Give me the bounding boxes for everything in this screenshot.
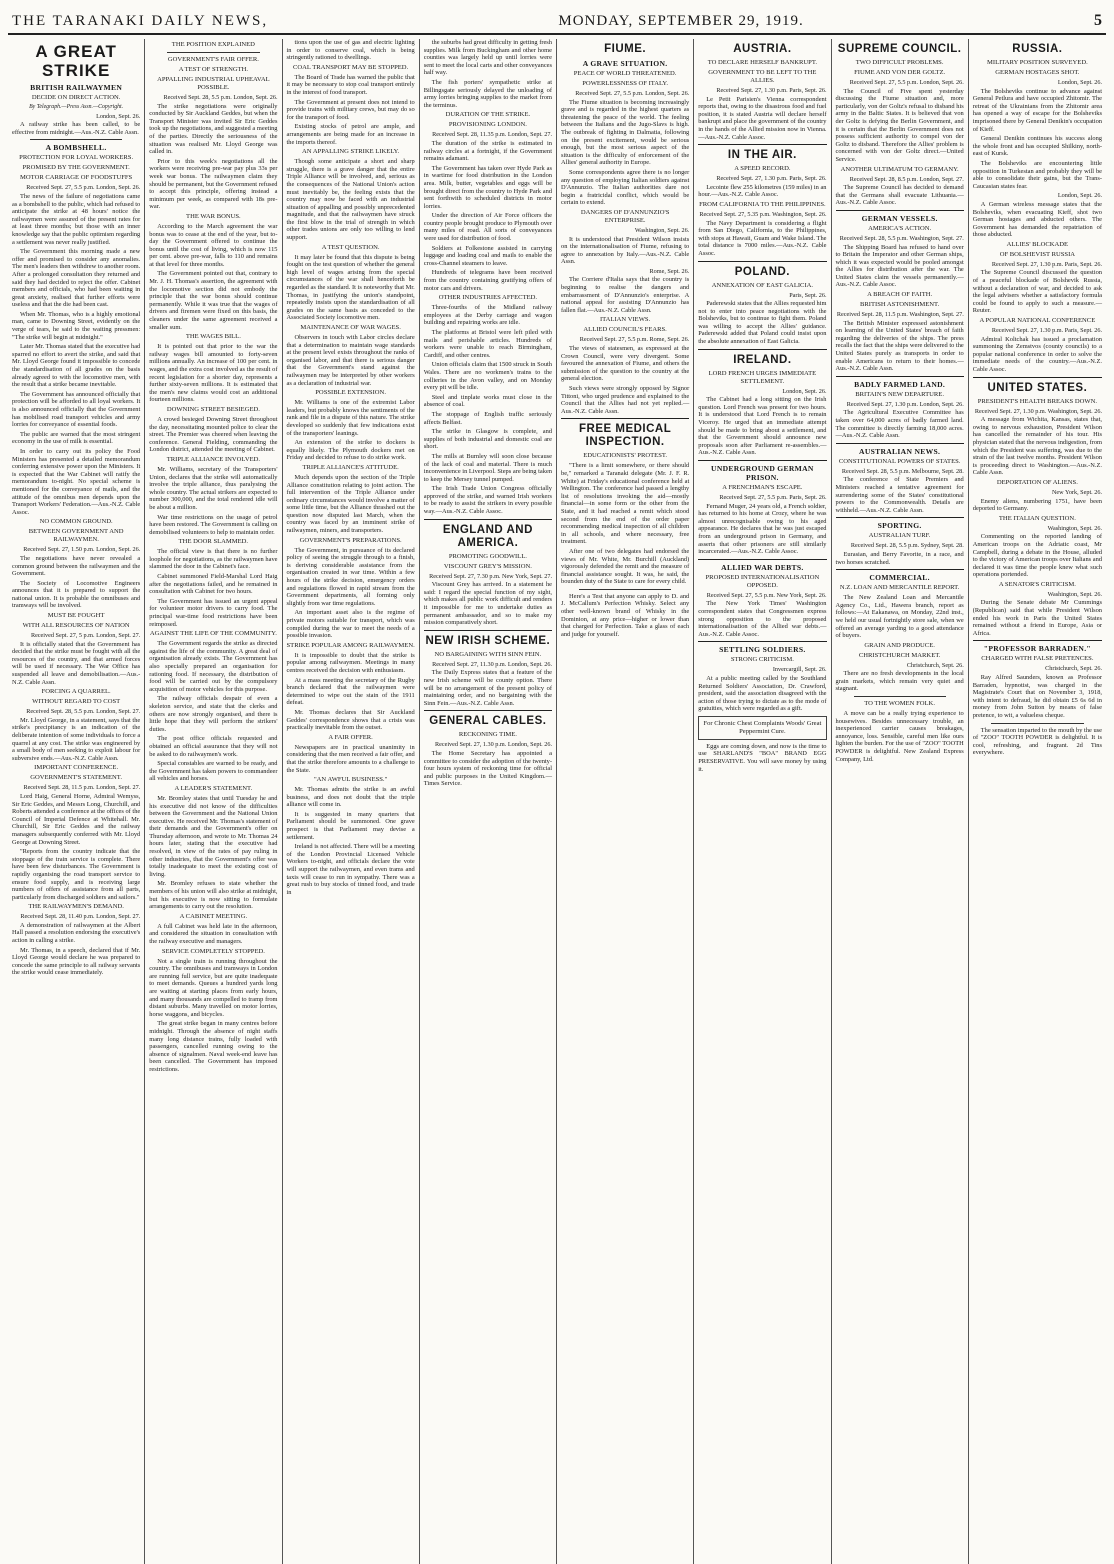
subhead: OF BOLSHEVIST RUSSIA bbox=[999, 250, 1076, 258]
divider bbox=[698, 460, 826, 461]
paragraph: There are no fresh developments in the local grain markets, which remain very quiet and stagnant. bbox=[835, 670, 964, 693]
dateline: London, Sept. 26. bbox=[782, 387, 827, 395]
dateline: Received Sept. 27, 7.30 p.m. New York, Sept. 27. bbox=[429, 572, 552, 580]
paragraph: The Shipping Board has refused to hand over to Britain the Imperator and other German ships, which it was expected would be pooled amongst the Allies for distribution after the war. The United States claim the vessels permanently.—Aus.-N.Z. Cable Assoc. bbox=[835, 243, 964, 289]
paragraph: A German wireless message states that the Bolsheviks, when evacuating Kieff, shot two German hostages and abducted others. The Government has demanded the repatriation of those abducted. bbox=[972, 200, 1102, 239]
paragraph: The Government regards the strike as directed against the life of the community. A great deal of organisation already exists. The Government has also specially prepared an organisation for rationing food. If necessary, the distribution of food will be carried out by the compulsory acquisition of motor vehicles for this purpose. bbox=[149, 640, 278, 693]
headline-medical-inspection: FREE MEDICAL INSPECTION. bbox=[579, 423, 672, 449]
subhead: THE WAR BONUS. bbox=[186, 212, 241, 220]
paragraph: The Board of Trade has warned the public that it may be necessary to stop coal transport entirely in the interest of food transport. bbox=[286, 73, 415, 96]
paragraph: The great strike began in many centres before midnight. Through the absence of night staffs many long distance trains, fully loaded with passengers, cancelled running owing to the absence of signalmen. Naval week-end leave has been cancelled. The Government has imposed restrictions. bbox=[149, 1020, 278, 1073]
subhead: AUSTRALIAN NEWS. bbox=[859, 446, 941, 456]
masthead bbox=[8, 8, 1106, 35]
paragraph: After one of two delegates had endorsed the views of Mr. White, Mr. Burchill (Auckland) vigorously defended the remit and the measure of financial assistance sought. It was, he said, the bounden duty of the State to care for every child. bbox=[561, 547, 690, 586]
subhead: WITHOUT REGARD TO COST bbox=[32, 698, 121, 706]
subhead: ALLIES' BLOCKADE bbox=[1006, 240, 1069, 248]
subhead: AN APPALLING STRIKE LIKELY. bbox=[302, 148, 400, 156]
paragraph: An important asset also is the regime of private motors suitable for transport, which was compiled during the war to meet the needs of a possible invasion. bbox=[286, 609, 415, 640]
subhead: A FRENCHMAN'S ESCAPE. bbox=[722, 484, 803, 491]
divider bbox=[973, 377, 1102, 378]
divider bbox=[30, 139, 122, 140]
subhead: APPALLING INDUSTRIAL UPHEAVAL POSSIBLE. bbox=[157, 76, 270, 91]
subhead: THE ITALIAN QUESTION. bbox=[998, 514, 1076, 522]
paragraph: The duration of the strike is estimated in railway circles at a fortnight, if the Government remains adamant. bbox=[423, 139, 552, 163]
subhead: THE RAILWAYMEN'S DEMAND. bbox=[28, 903, 124, 911]
paragraph: The Government, in pursuance of its declared policy of seeing the struggle through to a finish, is deriving considerable assistance from the organisation created in war time. Within a few hours of the strike decision, emergency orders and regulations flowed in rapid stream from the Government departments, all forming only slightly from war time regulations. bbox=[286, 546, 415, 607]
paragraph: General Denikin continues his success along the whole front and has occupied Shilkiny, north-east of Kursk. bbox=[972, 135, 1102, 158]
divider bbox=[973, 640, 1102, 641]
paragraph: According to the March agreement the war bonus was to cease at the end of the year, but to-day the Government offered to continue the bonus until the cost of living, which is now 115 per cent. above pre-war, falls to 110 and remains at that level for three months. bbox=[149, 222, 278, 268]
column-4 bbox=[420, 39, 557, 1564]
dateline: Received Sept. 28, 11.5 p.m. London, Sept. 27. bbox=[23, 784, 141, 792]
subhead: PRESIDENT'S HEALTH BREAKS DOWN. bbox=[977, 397, 1098, 405]
newspaper-title: THE TARANAKI DAILY NEWS, bbox=[12, 13, 269, 29]
paragraph: Hundreds of telegrams have been received from the country containing gratifying offers of motor cars and drivers. bbox=[423, 269, 552, 292]
subhead: MILITARY POSITION SURVEYED. bbox=[987, 59, 1088, 66]
paragraph: Three-fourths of the Midland railway employees at the Derby carriage and wagon building and repairing works are idle. bbox=[423, 304, 552, 327]
paragraph: The Government at present does not intend to provide trains with military crews, but may do so for the transport of food. bbox=[286, 98, 415, 121]
paragraph: Mr. Williams, secretary of the Transporters' Union, declares that the strike will automatically involve the triple alliance, thus paralysing the whole country. The actual strikers are expected to number 300,000, and the total rendered idle will be about a million. bbox=[149, 465, 278, 511]
subhead: STRONG CRITICISM. bbox=[730, 656, 794, 664]
dateline: Received Sept. 27, 5 p.m. London, Sept. 27. bbox=[30, 632, 141, 640]
paragraph: Mr. Thomas declares that Sir Auckland Geddes' correspondence shows that a crisis was practically inevitable from the outset. bbox=[286, 708, 415, 732]
headline-austria: AUSTRIA. bbox=[733, 43, 792, 55]
paragraph: A message from Wichita, Kansas, states that, owing to nervous exhaustion, President Wilson has cancelled the remainder of his tour. His physician stated that the nervous indigestion, from which the President was suffering, was due to the strain of the last twelve months. President Wilson is proceeding direct to Washington.—Aus.-N.Z. Cable Assn. bbox=[972, 416, 1102, 477]
subhead: UNDERGROUND GERMAN PRISON. bbox=[711, 464, 814, 482]
subhead: GOVERNMENT'S FAIR OFFER. bbox=[167, 56, 259, 63]
headline-in-the-air: IN THE AIR. bbox=[727, 149, 797, 162]
subhead: DURATION OF THE STRIKE. bbox=[445, 111, 531, 119]
paragraph: Lord Haig, General Horne, Admiral Wemyss, Sir Eric Geddes, and Messrs Long, Churchill, and Roberts attended a conference at the offices of the Council of Imperial Defence at Whitehall. Mr. Churchill, Sir Eric Geddes and the railway managers subsequently conferred with Mr. Lloyd George at Downing Street. bbox=[12, 792, 141, 846]
paragraph: Ireland is not affected. There will be a meeting of the London Provincial Licensed Vehicle Workers to-night, and officials declare the vote will support the railwaymen, and even trams and taxis will cease to run in sympathy. There was a great rush to buy stocks of tinned food, and trade in bbox=[286, 843, 415, 896]
dateline: Received Sept. 27, 1.30 p.m. Washington, Sept. 26. bbox=[974, 407, 1102, 415]
paragraph: the suburbs had great difficulty in getting fresh supplies. Milk from Buckingham and other home counties was largely held up until lorries were sent to meet the local carts and other conveyances half way. bbox=[423, 39, 552, 77]
paragraph: The Fiume situation is becoming increasingly grave and is regarded in the highest quarters as threatening the peace of the world. The feeling between the Italians and the Jugo-Slavs is high. The outbreak of fighting in Dalmatia, following on the present excitement, would be serious enough, but the most serious aspect of the situation is the difficulty of enforcement of the Allies' general authority in Europe. bbox=[561, 98, 690, 167]
divider bbox=[698, 641, 826, 642]
paragraph: Union officials claim that 1500 struck in South Wales. There are no workmen's trains to the collieries in the Avon valley, and on Monday every pit will be idle. bbox=[423, 361, 552, 392]
subhead: A BREACH OF FAITH. bbox=[867, 291, 933, 299]
dateline: Christchurch, Sept. 26. bbox=[1045, 665, 1102, 673]
dateline: Received Sept. 27, 1.50 p.m. London, Sept. 26. bbox=[23, 546, 141, 554]
divider bbox=[698, 261, 826, 262]
divider bbox=[698, 349, 826, 350]
subhead: A SENATOR'S CRITICISM. bbox=[998, 580, 1076, 588]
paragraph: The Irish Trade Union Congress officially approved of the strike, and warned Irish workers to be ready to assist the strikers in every possible way.—Aus.-N.Z. Cable Assoc. bbox=[423, 485, 552, 516]
dateline: Received Sept. 27, 5.5 p.m. Paris, Sept. 26. bbox=[719, 494, 827, 501]
paragraph: The mills at Burnley will soon close because of the lack of coal and material. There is much inconvenience in Liverpool. Steps are being taken to keep the Mersey tunnel pumped. bbox=[423, 452, 552, 483]
subhead: MUST BE FOUGHT bbox=[47, 612, 105, 620]
subhead: THE DOOR SLAMMED. bbox=[178, 538, 249, 546]
paragraph: The Government has taken over Hyde Park as in wartime for food distribution in the London area. Milk, butter, vegetables and eggs will be brought direct from the country to Hyde Park and sent forthwith to scheduled districts in motor lorries. bbox=[423, 164, 552, 210]
subhead: GERMAN VESSELS. bbox=[861, 213, 938, 223]
advertisement-text: Here's a Test that anyone can apply to D. and J. McCallum's Perfection Whisky. Select any other well-known brand of Whisky in the Dominion, at any price—higher or lower than that charged for Perfection. Take a glass of each and judge for yourself. bbox=[561, 592, 690, 638]
subhead: OTHER INDUSTRIES AFFECTED. bbox=[438, 294, 538, 302]
paragraph: Eurasian, and Berry Favorite, in a race, and two horses scratched. bbox=[835, 550, 964, 566]
subhead: GOVERNMENT TO BE LEFT TO THE ALLIES. bbox=[708, 69, 817, 84]
paragraph: It is suggested in many quarters that Parliament should be summoned. One grave prospect is that Parliament may devise a settlement. bbox=[286, 810, 415, 841]
paragraph: It may later be found that this dispute is being fought on the test question of whether the general high level of wages arising from the special circumstances of the war shall henceforth be regarded as the standard. It is noteworthy that Mr. Thomas, in justifying the union's standpoint, repeatedly insists upon the standardisation of all grades on the same basis as conceded to the Associated Society locomotive men. bbox=[286, 253, 415, 322]
paragraph: The strike negotiations were originally conducted by Sir Auckland Geddes, but when the Transport Minister was invited Sir Eric Geddes took up the negotiations, and suggested a meeting of the parties. Directly the seriousness of the situation was realised Mr. Lloyd George was called in. bbox=[149, 102, 278, 156]
dateline: Washington, Sept. 26. bbox=[634, 226, 690, 234]
subhead: MOTOR CARRIAGE OF FOODSTUFFS bbox=[20, 174, 133, 182]
dateline: Christchurch, Sept. 26. bbox=[906, 661, 964, 669]
paragraph: The Bolsheviks are encountering little opposition in Turkestan and probably they will be able to consolidate their gains, but the Trans-Caucasian states fear. bbox=[972, 159, 1102, 190]
dateline: Received Sept. 27, 5.5 p.m. New York, Sept. 26. bbox=[706, 591, 827, 599]
paragraph: Steel and tinplate works must close in the absence of coal. bbox=[423, 393, 552, 409]
paragraph: Le Petit Parisien's Vienna correspondent reports that, owing to the disastrous food and fuel position, it is stated Austria will declare herself bankrupt and place the government of the country in the hands of the Allied mission now in Vienna.—Aus.-N.Z. Cable Assoc. bbox=[698, 95, 827, 141]
dateline: Received Sept. 27, 5.5 p.m. London, Sept. 26. bbox=[575, 90, 690, 97]
subhead: BETWEEN GOVERNMENT AND RAILWAYMEN. bbox=[28, 528, 124, 544]
paragraph: The Cabinet had a long sitting on the Irish question. Lord French was present for two hours. It is understood that Lord French is to remain Viceroy. He urged that an immediate attempt should be made to bring about a settlement, and that the Government should announce new proposals soon after Parliament re-assembles.—Aus.-N.Z. Cable Assn. bbox=[698, 396, 827, 457]
paragraph: Paderewski states that the Allies requested him not to enter into peace negotiations with the Bolsheviks, but to continue to fight them. Poland was willing to accept the Allies' guidance. Paderewski added that Poland could insist upon the absolute annexation of East Galicia. bbox=[698, 300, 827, 346]
subhead: A POPULAR NATIONAL CONFERENCE bbox=[979, 317, 1096, 325]
paragraph: Later Mr. Thomas stated that the executive had sparred no effort to avert the strike, and said that Mr. Lloyd George found it impossible to concede the standardisation of all grades on the basis already agreed to with the locomotive men, with the result that a strike became inevitable. bbox=[12, 343, 141, 389]
subhead: ALLIED WAR DEBTS. bbox=[721, 562, 804, 572]
paragraph: The post office officials requested and obtained an official assurance that they will not be asked to do railwaymen's work. bbox=[149, 735, 278, 758]
subhead: ITALIAN VIEWS. bbox=[599, 316, 651, 324]
dateline: London, Sept. 26. bbox=[96, 112, 141, 120]
subhead: FROM CALIFORNIA TO THE PHILIPPINES. bbox=[699, 200, 826, 208]
dateline: London, Sept. 26. bbox=[1057, 79, 1102, 86]
paragraph: The Supreme Council has decided to demand that the Germans shall evacuate Lithuania.—Aus.-N.Z. Cable Assoc. bbox=[835, 184, 964, 207]
subhead: TO THE WOMEN FOLK. bbox=[864, 700, 935, 708]
subhead: THE WAGES BILL. bbox=[185, 333, 241, 341]
subhead: PROPOSED INTERNATIONALISATION OPPOSED. bbox=[705, 573, 820, 589]
subhead: CONSTITUTIONAL POWERS OF STATES. bbox=[838, 457, 961, 465]
divider bbox=[579, 589, 671, 590]
paragraph: Newspapers are in practical unanimity in considering that the men received a fair offer, and that the strike therefore amounts to a challenge to the State. bbox=[286, 743, 415, 774]
divider bbox=[836, 569, 964, 570]
subhead: COAL TRANSPORT MAY BE STOPPED. bbox=[293, 63, 409, 71]
subhead: PROMOTING GOODWILL. bbox=[448, 552, 527, 560]
paragraph: It is officially stated that the Government has decided that the strike must be fought with all the resources of the country, and that armed forces will be used if necessary. The War Office has suspended all leave and demobilisation.—Aus.-N.Z. Cable Assn. bbox=[12, 640, 141, 686]
paragraph: Special constables are warned to be ready, and the Government has taken powers to commandeer all vehicles and horses. bbox=[149, 760, 278, 783]
paragraph: Commenting on the reported landing of American troops on the Adriatic coast, Mr Campbell, during a debate in the House, alluded to the victory of American troops over Italians and declared it was time the people knew what such operations portended. bbox=[972, 533, 1102, 579]
advertisement-text: Eggs are coming down, and now is the time to use SHARLAND'S "BOA" BRAND EGG PRESERVATIVE. You will save money by using it. bbox=[698, 742, 827, 773]
subhead: PROMISED BY THE GOVERNMENT. bbox=[22, 164, 130, 172]
subhead: LORD FRENCH URGES IMMEDIATE SETTLEMENT. bbox=[708, 369, 817, 385]
headline-fiume: FIUME. bbox=[604, 43, 647, 55]
subhead: NO COMMON GROUND. bbox=[39, 518, 113, 526]
paragraph: The Supreme Council discussed the question of a peaceful blockade of Bolshevik Russia, without a declaration of war, and decided to ask the legal advisers whether a satisfactory formula could be found to apply to such a measure.—Reuter. bbox=[972, 269, 1102, 315]
paragraph: The railway officials despair of even a skeleton service, and state that the clerks and others are now strongly organised, and there is little hope that they will perform the strikers' duties. bbox=[149, 695, 278, 733]
headline-irish-scheme: NEW IRISH SCHEME. bbox=[425, 634, 551, 647]
paragraph: The strike in Glasgow is complete, and supplies of both industrial and domestic coal are short. bbox=[423, 428, 552, 451]
advertisement-text: The sensation imparted to the mouth by the use of "ZOO" TOOTH POWDER is delightful. It is cool, refreshing, and fragrant. 2d Tins everywhere. bbox=[972, 726, 1102, 757]
subhead: SETTLING SOLDIERS. bbox=[719, 645, 806, 655]
dateline: Received Sept. 28, 11.5 p.m. Washington, Sept. 27. bbox=[836, 311, 964, 319]
paragraph: "There is a limit somewhere, or there should be," remarked a Taranaki delegate (Mr. J. F. R. White) at Friday's educational conference held at Wellington. The conference had passed a lengthy list of resolutions invoking the aid—mostly financial—in some form or the other from the State, and it had reached a remit which stood second from the end of the order paper recommending medical inspection of all children in all schools, and where necessary, free treatment. bbox=[561, 462, 690, 546]
dateline: Received Sept. 27, 5.5 p.m. Rome, Sept. 26. bbox=[579, 336, 690, 344]
subhead: ANOTHER ULTIMATUM TO GERMANY. bbox=[840, 165, 959, 173]
subhead: THE POSITION EXPLAINED bbox=[171, 41, 255, 48]
divider bbox=[991, 723, 1084, 724]
headline-supreme-council: SUPREME COUNCIL. bbox=[837, 43, 962, 55]
paragraph: The Navy Department is considering a flight from San Diego, California, to the Philippines, with stops at Hawaii, Guam and Wake Island. The total distance is 7000 miles.—Aus.-N.Z. Cable Assoc. bbox=[698, 219, 827, 257]
subhead: VISCOUNT GREY'S MISSION. bbox=[443, 562, 532, 570]
paragraph: The Society of Locomotive Engineers announces that it is prepared to support the national union. It is probable the omnibuses and tramways will be involved. bbox=[12, 579, 141, 610]
dateline: Received Sept. 27, 1.30 p.m. London, Sept. 26. bbox=[434, 741, 552, 749]
subhead: GERMAN HOSTAGES SHOT. bbox=[995, 69, 1080, 76]
subhead: POSSIBLE EXTENSION. bbox=[315, 389, 386, 397]
paragraph: "Reports from the country indicate that the stoppage of the train service is complete. There have been few disturbances. The Government is rapidly organising the road transport service to ensure food supply, and is receiving large numbers of offers of assistance from all parts, particularly from discharged soldiers and sailors." bbox=[12, 848, 141, 901]
paragraph: Not a single train is running throughout the country. The omnibuses and tramways in London are running full service, but are quite inadequate to meet demands. Queues a hundred yards long are waiting at starting places from early hours, and many thousands are compelled to tramp from distant suburbs. Many travelled on motor lorries, horse waggons, and bicycles. bbox=[149, 957, 278, 1018]
dateline: Washington, Sept. 26. bbox=[1047, 590, 1102, 598]
paragraph: Enemy aliens, numbering 1751, have been deported to Germany. bbox=[972, 497, 1102, 513]
subhead: TRIPLE ALLIANCE'S ATTITUDE. bbox=[302, 463, 399, 471]
paragraph: The Bolsheviks continue to advance against General Petlura and have occupied Zhitomir. The retreat of the Ukrainians from the Zhitomir area has opened a way of escape for the Bolsheviks imprisoned there by General Denikin's occupation of Kieff. bbox=[972, 87, 1102, 133]
paragraph: The news of the failure of negotiations came as a bombshell to the public, which had refused to anticipate the strike at 48 hours' notice the railwaymen were assured of the present rates for at least three months; but those with an inner knowledge say that the public optimism regarding a settlement was never really justified. bbox=[12, 192, 141, 246]
subhead: CHRISTCHURCH MARKET. bbox=[858, 651, 941, 659]
dateline: Paris, Sept. 26. bbox=[789, 291, 827, 299]
subhead: PROVISIONING LONDON. bbox=[448, 121, 527, 129]
subhead: AGAINST THE LIFE OF THE COMMUNITY. bbox=[149, 630, 277, 638]
headline-russia: RUSSIA. bbox=[1012, 43, 1063, 55]
paragraph: The fish porters' sympathetic strike at Billingsgate seriously delayed the unloading of army lorries bringing supplies to the market from the terminus. bbox=[423, 78, 552, 109]
paragraph: Though some anticipate a short and sharp struggle, there is a grave danger that the entire Triple Alliance will be involved, and, serious as the consequences of the National Union's action must inevitably be, the feeling exists that the country may now be faced with an industrial situation of appalling and possibly unprecedented magnitude, and that the railwaymen have struck the first blow in the trial of strength in which other trades unions are only too willing to lend support. bbox=[286, 158, 415, 242]
subhead: PEACE OF WORLD THREATENED. bbox=[573, 70, 677, 77]
paragraph: The platforms at Bristol were left piled with mails and perishable articles. Hundreds of workers were unable to reach Birmingham, Cardiff, and other centres. bbox=[423, 329, 552, 359]
issue-date: MONDAY, SEPTEMBER 29, 1919. bbox=[558, 13, 804, 29]
paragraph: The public are warned that the most stringent economy in the use of milk is essential. bbox=[12, 430, 141, 446]
divider bbox=[836, 517, 964, 518]
paragraph: The Corriere d'Italia says that the country is beginning to realise the dangers and embarrassment of D'Annunzio's enterprise. A national appeal for assisting D'Annunzio has fallen flat.—Aus.-N.Z. Cable Assn. bbox=[561, 276, 690, 314]
subhead: A SPEED RECORD. bbox=[734, 165, 791, 173]
headline-ireland: IRELAND. bbox=[733, 353, 792, 366]
paragraph: Existing stocks of petrol are ample, and arrangements are being made for an increase in the imports thereof. bbox=[286, 123, 415, 146]
paragraph: War time restrictions on the usage of petrol have been restored. The Government is calling on demobilised volunteers to help to maintain order. bbox=[149, 513, 278, 536]
dateline: New York, Sept. 26. bbox=[1051, 488, 1102, 496]
subhead: GRAIN AND PRODUCE. bbox=[864, 641, 935, 649]
divider bbox=[698, 559, 826, 560]
paragraph: The negotiations have never revealed a common ground between the railwaymen and the Government. bbox=[12, 554, 141, 578]
paragraph: The New Zealand Loan and Mercantile Agency Co., Ltd., Hawera branch, report as follows:—At Eakanawa, on Monday, 22nd inst., we held our usual fortnightly store sale, when we offered an average yarding to a good attendance of buyers. bbox=[835, 594, 964, 640]
paragraph: Under the direction of Air Force officers the country people brought produce to Plymouth over many miles of road. All sorts of conveyances were used for distribution of food. bbox=[423, 212, 552, 243]
subhead: AMERICA'S ACTION. bbox=[868, 224, 932, 232]
divider bbox=[836, 376, 964, 377]
subhead: CHARGED WITH FALSE PRETENCES. bbox=[981, 655, 1094, 663]
paragraph: A demonstration of railwaymen at the Albert Hall passed a resolution endorsing the executive's action in calling a strike. bbox=[12, 921, 141, 945]
paragraph: Mr. Lloyd George, in a statement, says that the strike's precipitancy is an indication of the deliberate intention of some individuals to force a quarrel at any cost. The strike was engineered by a small body of men seeking to exploit labour for subversive ends.—Aus.-N.Z. Cable Assn. bbox=[12, 716, 141, 762]
subhead: A BOMBSHELL. bbox=[45, 143, 107, 153]
subhead: FORCING A QUARREL. bbox=[41, 688, 111, 696]
paragraph: In order to carry out its policy the Food Ministers has presented a detailed memorandum conferring extensive power upon the Ministers. It is expected that the War Cabinet will ratify the memorandum to-night. No special scheme is mentioned for the conveyance of mails, and the attitude of the omnibus men depends upon the Transport Workers' Federation.—Aus.-N.Z. Cable Assoc. bbox=[12, 447, 141, 516]
paragraph: At a public meeting called by the Southland Returned Soldiers' Association, Dr. Crawford, president, said the association disagreed with the action of those trying to dictate as to the mode of gratuities, which were regarded as a gift. bbox=[698, 674, 827, 713]
subhead-direct-action: DECIDE ON DIRECT ACTION. bbox=[31, 94, 121, 101]
subhead: SERVICE COMPLETELY STOPPED. bbox=[161, 947, 265, 955]
divider bbox=[698, 144, 826, 145]
paragraph: Mr. Williams is one of the extremist Labor leaders, but probably knows the sentiments of the rank and file in a dispute of this nature. The strike developed so suddenly that few indications exist of the transporters' leanings. bbox=[286, 399, 415, 437]
dateline: Received Sept. 28, 5.5 p.m. Sydney, Sept. 28. bbox=[850, 542, 964, 550]
subhead: A FAIR OFFER. bbox=[328, 733, 373, 741]
subhead: DEPORTATION OF ALIENS. bbox=[996, 478, 1078, 486]
advertisement-text: A move can be a really trying experience to housewives. Besides unnecessary trouble, an inexperienced carrier causes breakages, annoyance, loss. Sensible, careful men like ours lighten the burden. For the use of "ZOO" TOOTH POWDER is delightful. New Zealand Express Company, Ltd. bbox=[835, 710, 964, 763]
column-6 bbox=[694, 39, 831, 1564]
paragraph: The Government this morning made a new offer and promised to consider any anomalies. The men's leaders then withdrew to another room. After a prolonged consultation they returned and said they had decided to reject the offer. Cabinet members and officials, who had been waiting in great anxiety, realised that further efforts were useless and that the die had been cast. bbox=[12, 248, 141, 309]
dateline: Received Sept. 27, 1.30 p.m. Paris, Sept. 26. bbox=[991, 260, 1102, 268]
subhead: EDUCATIONISTS' PROTEST. bbox=[583, 452, 668, 460]
paragraph: The views of statesmen, as expressed at the Crown Council, were very divergent. Some favoured the annexation of Fiume, and others the submission of the question to the country at the general election. bbox=[561, 345, 690, 383]
paragraph: Mr. Thomas admits the strike is an awful business, and does not doubt that the triple alliance will come in. bbox=[286, 786, 415, 809]
divider bbox=[836, 443, 964, 444]
headline-united-states: UNITED STATES. bbox=[987, 381, 1088, 394]
dateline: Received Sept. 28, 11.40 p.m. London, Sept. 27. bbox=[20, 913, 141, 921]
headline-great-strike: A GREAT STRIKE bbox=[35, 42, 117, 80]
subhead: BRITAIN'S NEW DEPARTURE. bbox=[855, 390, 944, 398]
dateline: Received Sept. 28, 5.5 p.m. Melbourne, Sept. 28. bbox=[841, 467, 964, 475]
paragraph: The Agricultural Executive Committee has taken over 64,000 acres of badly farmed land. The committee is directly farming 18,000 acres.—Aus.-N.Z. Cable Assn. bbox=[835, 409, 964, 440]
paragraph: A full Cabinet was held late in the afternoon, and considered the situation in consultation with the railway executive and managers. bbox=[149, 922, 278, 945]
column-2 bbox=[145, 39, 282, 1564]
paragraph: Mr. Bromley refuses to state whether the members of his union will also strike at midnight, but his executive is now sitting to formulate arrangements to carry out the resolution. bbox=[149, 880, 278, 911]
paragraph: Admiral Koltchak has issued a proclamation summoning the Zemstvos (county councils) to a popular national conference in order to solve the immediate needs of the country.—Aus.-N.Z. Cable Assoc. bbox=[972, 335, 1102, 373]
paragraph: A crowd besieged Downing Street throughout the day, necessitating mounted police to clear the street. The Premier was cheered when leaving the conference. General Fielding, commanding the London district, attended the meeting of Cabinet. bbox=[149, 415, 278, 454]
column-7 bbox=[832, 39, 969, 1564]
byline: By Telegraph.—Press Assn.—Copyright. bbox=[29, 104, 124, 110]
subhead: GOVERNMENT'S PREPARATIONS. bbox=[299, 536, 402, 544]
dateline: Received Sept. 28, 11.35 p.m. London, Sept. 27. bbox=[432, 131, 552, 139]
subhead: ALLIED COUNCIL'S FEARS. bbox=[583, 326, 667, 334]
paragraph: Viscount Grey has arrived. In a statement he said: I regard the special function of my sight, which makes all public work difficult and renders it impossible for me to undertake duties as permanent ambassador, and so to make my mission comparatively short. bbox=[423, 581, 552, 627]
paragraph: It is pointed out that prior to the war the railway wages bill amounted to forty-seven millions annually. An increase of 100 per cent. in wages, and the extra cost involved as the result of recent legislation for a shorter day, represents a further sixty-seven millions. It is estimated that the men's new claims would cost an additional fourteen millions. bbox=[149, 343, 278, 404]
paragraph: It is understood that President Wilson insists on the internationalisation of Fiume, refusing to agree to annexation by Italy.—Aus.-N.Z. Cable Assn. bbox=[561, 235, 690, 266]
column-1 bbox=[8, 39, 145, 1564]
paragraph: At a mass meeting the secretary of the Rugby branch declared that the railwaymen were determined to wipe out the stain of the 1911 defeat. bbox=[286, 676, 415, 707]
column-3 bbox=[283, 39, 420, 1564]
subhead: NO BARGAINING WITH SINN FEIN. bbox=[434, 650, 542, 658]
subhead: WITH ALL RESOURCES OF NATION bbox=[22, 622, 130, 630]
paragraph: Much depends upon the section of the Triple Alliance constitution relating to joint action. The full intervention of the Triple Alliance under ordinary circumstances would involve a matter of some little time, but the Alliance thrashed out the question now disputed last March, when the country was faced by an imminent strike of railwaymen, miners, and transporters. bbox=[286, 473, 415, 535]
subhead: "PROFESSOR BARRADEN." bbox=[983, 644, 1091, 654]
subhead: PROTECTION FOR LOYAL WORKERS. bbox=[19, 154, 134, 162]
dateline: Received Sept. 27, 5.5 p.m. London, Sept. 26. bbox=[26, 184, 141, 192]
paragraph: Fernand Muger, 24 years old, a French soldier, has returned to his home at Crozy, where he was almost unrecognisable owing to his aged appearance. He declares that he was just escaped from an underground prison in Germany, and asserts that other prisoners are still similarly incarcerated.—Aus.-N.Z. Cable Assoc. bbox=[698, 502, 827, 556]
column-8 bbox=[969, 39, 1106, 1564]
subhead: N.Z. LOAN AND MERCANTILE REPORT. bbox=[839, 584, 960, 592]
subhead: TO DECLARE HERSELF BANKRUPT. bbox=[707, 59, 818, 66]
paragraph: The Council of Five spent yesterday discussing the Fiume situation and, more particularly, von der Goltz's refusal to disband his army in the Baltic States. It is believed that von der Goltz is defying the Berlin Government, and it is certain that the Berlin Government does not possess sufficient authority to compel von der Goltz to disband. Therefore the Allies' problem is concerned with von der Goltz direct.—United Service. bbox=[835, 87, 964, 163]
paragraph: An extension of the strike to dockers is equally likely. The Plymouth dockers met on Friday and decided to refuse to do strike work. bbox=[286, 439, 415, 462]
dateline: Received Sept. 27, 5.5 p.m. London, Sept. 26. bbox=[849, 79, 964, 86]
subhead: A TEST OF STRENGTH. bbox=[178, 66, 249, 73]
headline-poland: POLAND. bbox=[734, 265, 790, 278]
divider bbox=[167, 52, 259, 53]
dateline: Received Sept. 28, 5.5 p.m. London, Sept. 26. bbox=[163, 94, 278, 101]
ad-text: For Chronic Chest Complaints Woods' Great Peppermint Cure. bbox=[703, 719, 822, 735]
paragraph: The Government has announced officially that protection will be afforded to all loyal workers. It is also announced officially that the Government has mobilised road transport vehicles and army lorries for conveyance of essential foods. bbox=[12, 390, 141, 429]
headline-general-cables: GENERAL CABLES. bbox=[429, 715, 547, 728]
paragraph: Lecointe flew 255 kilometres (159 miles) in an hour.—Aus.-N.Z. Cable Assoc. bbox=[698, 183, 827, 199]
paragraph: When Mr. Thomas, who is a highly emotional man, came to Downing Street, evidently on the verge of tears, he said to the waiting pressmen: "The strike will begin at midnight." bbox=[12, 310, 141, 341]
divider bbox=[424, 630, 552, 631]
subhead: TWO DIFFICULT PROBLEMS. bbox=[855, 59, 944, 66]
subhead: FIUME AND VON DER GOLTZ. bbox=[854, 69, 946, 76]
subhead: IMPORTANT CONFERENCE. bbox=[34, 764, 119, 772]
subhead: A GRAVE SITUATION. bbox=[582, 59, 668, 68]
paragraph: The conference of State Premiers and Ministers reached a tentative agreement for surrendering some of the States' constitutional powers to the Commonwealth. Details are withheld.—Aus.-N.Z. Cable Assn. bbox=[835, 476, 964, 514]
paragraph: Ray Alfred Saunders, known as Professor Barraden, hypnotist, was charged in the Magistrate's Court that on November 3, 1918, with intent to defraud, he did obtain £5 6s 6d in money from John Sutton by means of false pretence, to wit, a valueless cheque. bbox=[972, 674, 1102, 719]
paragraph: Some correspondents agree there is no longer any question of employing Italian soldiers against D'Annunzio. The Italian authorities dare not begin a fratricidal conflict, which would be certain to extend. bbox=[561, 168, 690, 207]
subhead: STRIKE POPULAR AMONG RAILWAYMEN. bbox=[286, 641, 415, 649]
subhead: DANGERS OF D'ANNUNZIO'S ENTERPRISE. bbox=[580, 208, 670, 224]
dateline: London, Sept. 26. bbox=[1057, 192, 1102, 200]
paragraph: The Government has issued an urgent appeal for volunteer motor drivers to carry food. The principal war-time food restrictions have been reimposed. bbox=[149, 597, 278, 628]
headline-england-america: ENGLAND AND AMERICA. bbox=[442, 523, 533, 549]
paragraph: The Daily Express states that a feature of the new Irish scheme will be county option. There will be no arrangement of the present policy of maintaining order, and no bargaining with the Sinn Fein.—Aus.-N.Z. Cable Assn. bbox=[423, 669, 552, 707]
paragraph: tions upon the use of gas and electric lighting in order to conserve coal, which is being stringently rationed to dwellings. bbox=[286, 39, 415, 62]
dateline: Invercargill, Sept. 26. bbox=[772, 666, 827, 674]
paragraph: The Government pointed out that, contrary to Mr. J. H. Thomas's assertion, the agreement with the locomotive section did not embody the principle that the war bonus should continue permanently. While it was true that the wages of drivers and firemen were fixed on this basis, the cleaners under the same agreement received a smaller sum. bbox=[149, 270, 278, 331]
subhead: RECKONING TIME. bbox=[458, 731, 517, 739]
subhead: A LEADER'S STATEMENT. bbox=[174, 784, 253, 792]
subhead: TRIPLE ALLIANCE INVOLVED. bbox=[166, 455, 261, 463]
dateline: Received Sept. 28, 8.5 p.m. London, Sept. 27. bbox=[849, 175, 964, 183]
paragraph: Such views were strongly opposed by Signor Tittoni, who urged prudence and explained to the Council that the Allies had not yet replied.—Aus.-N.Z. Cable Assn. bbox=[561, 385, 690, 415]
paragraph: The stoppage of English traffic seriously affects Belfast. bbox=[423, 410, 552, 426]
subhead: A CABINET MEETING. bbox=[179, 912, 248, 920]
column-5 bbox=[557, 39, 694, 1564]
paragraph: A railway strike has been called, to be effective from midnight.—Aus.-N.Z. Cable Assn. bbox=[12, 121, 141, 136]
subhead: "AN AWFUL BUSINESS." bbox=[313, 776, 388, 784]
dateline: Received Sept. 27, 1.30 p.m. Paris, Sept. 26. bbox=[716, 175, 827, 183]
divider bbox=[424, 519, 552, 520]
advertisement-woods bbox=[698, 716, 826, 740]
subhead-british-railwaymen: BRITISH RAILWAYMEN bbox=[30, 83, 123, 92]
subhead: DOWNING STREET BESIEGED. bbox=[166, 405, 260, 413]
subhead: MAINTENANCE OF WAR WAGES. bbox=[300, 324, 401, 331]
dateline: Received Sept. 28, 5.5 p.m. Washington, Sept. 27. bbox=[839, 234, 964, 242]
dateline: Received Sept. 27, 11.30 p.m. London, Sept. 26. bbox=[432, 660, 552, 668]
paragraph: Observers in touch with Labor circles declare that a determination to maintain wage standards at the present level exists throughout the ranks of organised labor, and that there is serious danger that the Government's stand against the railwaymen may be interpreted by other workers as a declaration of industrial war. bbox=[286, 334, 415, 387]
paragraph: The Home Secretary has appointed a committee to consider the adoption of the twenty-four hours system of reckoning time for official and public purposes in the United Kingdom.—Times Service. bbox=[423, 749, 552, 788]
page-number: 5 bbox=[1093, 12, 1102, 29]
paragraph: It is impossible to doubt that the strike is popular among railwaymen. Meetings in many centres received the decision with enthusiasm. bbox=[286, 651, 415, 674]
divider bbox=[836, 210, 964, 211]
subhead: A TEST QUESTION. bbox=[321, 243, 380, 251]
paragraph: The British Minister expressed astonishment on learning of the United States' breach of faith regarding the deliveries of the ships. The press recalls the fact that the ships were delivered to the United States purely as transports in order to enable Americans to return to their homes.—Aus.-N.Z. Cable Assn. bbox=[835, 319, 964, 373]
subhead: GOVERNMENT'S STATEMENT. bbox=[30, 774, 122, 782]
subhead: AUSTRALIAN TURF. bbox=[868, 532, 931, 540]
subhead: POWERLESSNESS OF ITALY. bbox=[582, 80, 668, 87]
paragraph: The official view is that there is no further loophole for negotiations, as the railwaymen have slammed the door in the Cabinet's face. bbox=[149, 548, 278, 571]
paragraph: Cabinet summoned Field-Marshal Lord Haig after the negotiations failed, and he remained in consultation with Cabinet for two hours. bbox=[149, 573, 278, 596]
paragraph: During the Senate debate Mr Cummings (Republican) said that while President Wilson ended his work in Paris the United States remained without a friend in Europe, Asia or Africa. bbox=[972, 599, 1102, 637]
dateline: Washington, Sept. 26. bbox=[1047, 524, 1102, 532]
dateline: Received Sept. 28, 5.5 p.m. London, Sept. 27. bbox=[26, 708, 141, 716]
paragraph: Prior to this week's negotiations all the workers were receiving pre-war pay plus 33s per week war bonus. The railwaymen claim they should be permanent, but the Government refused to accept this principle, offering instead a minimum per week, as compared with 18s pre-war. bbox=[149, 157, 278, 211]
divider bbox=[854, 696, 946, 697]
dateline: Received Sept. 27, 1.30 p.m. London, Sept. 26. bbox=[846, 400, 964, 408]
paragraph: Mr. Bromley states that until Tuesday he and his executive did not know of the difficulties between the Government and the National Union executive. He received Mr. Thomas's statement of their demands and the Government's offer on Thursday afternoon, and wrote to Mr. Thomas 24 hours later, stating that the executive had resolved, in view of the rates of pay ruling in other industries, that the Government's offer was totally inadequate to meet the existing cost of living. bbox=[149, 794, 278, 878]
dateline: Received Sept. 27, 5.35 p.m. Washington, Sept. 26. bbox=[699, 210, 827, 218]
divider bbox=[561, 418, 689, 419]
subhead: BADLY FARMED LAND. bbox=[854, 379, 946, 389]
paragraph: Mr. Thomas, in a speech, declared that if Mr. Lloyd George would declare he was prepared to concede the same principle to all railway servants the strike would cease immediately. bbox=[12, 946, 141, 977]
paragraph: The New York Times' Washington correspondent states that Congressmen express strong opposition to the proposed internationalisation of the Allied war debts.—Aus.-N.Z. Cable Assoc. bbox=[698, 600, 827, 638]
subhead: COMMERCIAL. bbox=[869, 573, 930, 583]
paragraph: Soldiers at Folkestone assisted in carrying luggage and loading coal and mails to enable the cross-Channel steamers to leave. bbox=[423, 244, 552, 267]
subhead: BRITISH ASTONISHMENT. bbox=[859, 301, 940, 309]
dateline: Received Sept. 27, 1.30 p.m. Paris, Sept. 26. bbox=[991, 327, 1102, 335]
dateline: Rome, Sept. 26. bbox=[649, 267, 690, 275]
dateline: Received Sept. 27, 1.30 p.m. Paris, Sept. 26. bbox=[716, 87, 827, 94]
divider bbox=[424, 710, 552, 711]
subhead: SPORTING. bbox=[877, 521, 922, 531]
subhead: ANNEXATION OF EAST GALICIA. bbox=[711, 281, 814, 289]
